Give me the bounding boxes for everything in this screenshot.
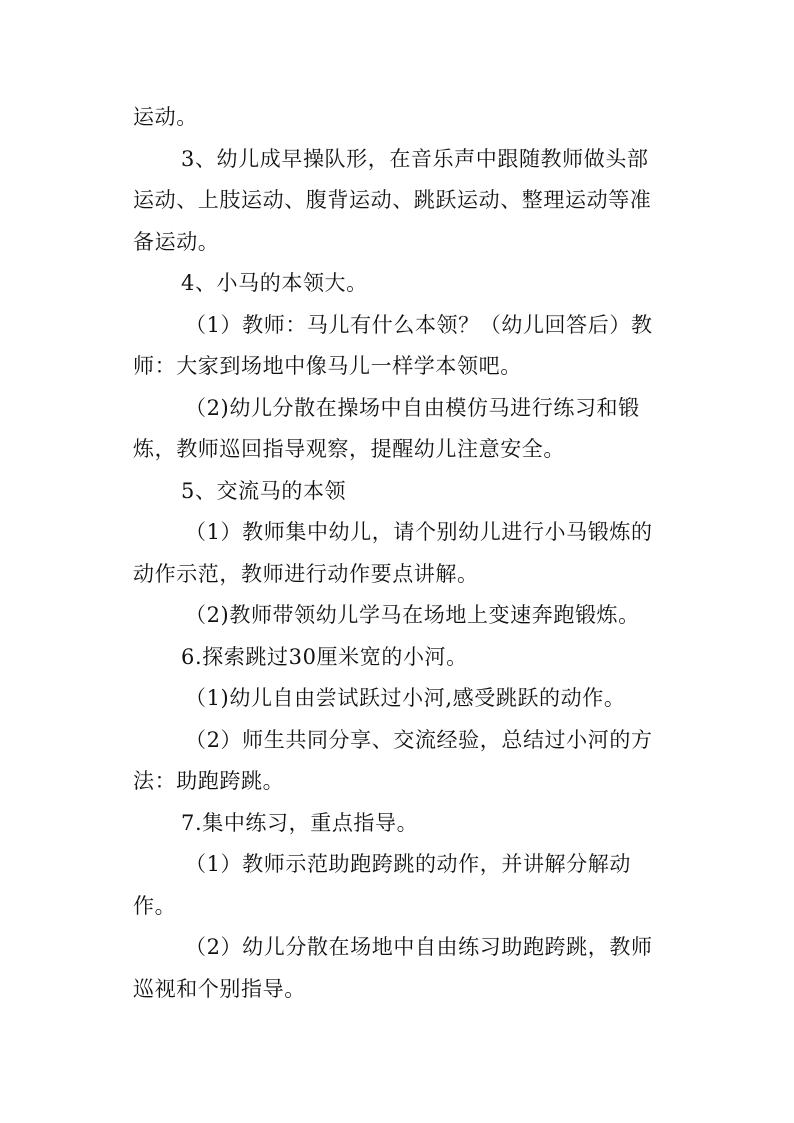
paragraph: （1）教师示范助跑跨跳的动作，并讲解分解动作。 bbox=[133, 852, 631, 918]
document-body bbox=[133, 97, 668, 1010]
paragraph: 5、交流马的本领 bbox=[181, 478, 347, 503]
paragraph: 7.集中练习，重点指导。 bbox=[181, 810, 419, 835]
paragraph: （2）幼儿分散在场地中自由练习助跑跨跳，教师巡视和个别指导。 bbox=[133, 935, 653, 1001]
paragraph: （1)幼儿自由尝试跃过小河,感受跳跃的动作。 bbox=[185, 686, 626, 710]
paragraph: （2)教师带领幼儿学马在场地上变速奔跑锻炼。 bbox=[185, 603, 640, 627]
paragraph: （1）教师：马儿有什么本领？（幼儿回答后）教师：大家到场地中像马儿一样学本领吧。 bbox=[133, 312, 653, 378]
paragraph: （1）教师集中幼儿，请个别幼儿进行小马锻炼的动作示范，教师进行动作要点讲解。 bbox=[133, 520, 653, 586]
paragraph: 6.探索跳过30厘米宽的小河。 bbox=[181, 644, 468, 669]
paragraph: （2）师生共同分享、交流经验，总结过小河的方法：助跑跨跳。 bbox=[133, 727, 653, 793]
paragraph: 运动。 bbox=[133, 105, 198, 129]
paragraph: 3、幼儿成早操队形，在音乐声中跟随教师做头部运动、上肢运动、腹背运动、跳跃运动、整理运动等准备运动。 bbox=[133, 146, 652, 254]
paragraph: （2)幼儿分散在操场中自由模仿马进行练习和锻炼，教师巡回指导观察，提醒幼儿注意安全。 bbox=[133, 395, 640, 461]
paragraph: 4、小马的本领大。 bbox=[181, 271, 368, 295]
